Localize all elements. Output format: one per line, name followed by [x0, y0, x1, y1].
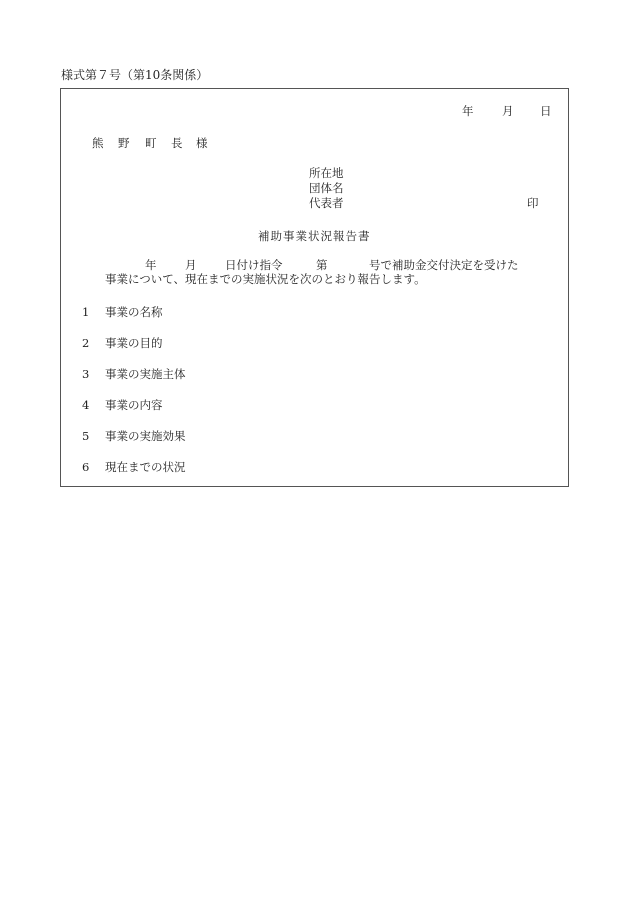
- representative-label: 代表者: [309, 196, 344, 210]
- date-day-label: 日: [540, 104, 552, 118]
- addressee-char-1: 熊: [92, 136, 104, 150]
- date-month-label: 月: [502, 104, 514, 118]
- body-day-text: 日付け指令: [225, 258, 283, 272]
- item-label-3: 事業の実施主体: [105, 367, 186, 381]
- document-title: 補助事業状況報告書: [258, 229, 371, 243]
- item-label-4: 事業の内容: [105, 398, 163, 412]
- body-year: 年: [145, 258, 157, 272]
- addressee-char-3: 町: [145, 136, 157, 150]
- addressee-char-5: 様: [196, 136, 208, 150]
- item-label-2: 事業の目的: [105, 336, 163, 350]
- body-line-2: 事業について、現在までの実施状況を次のとおり報告します。: [105, 272, 426, 286]
- item-label-5: 事業の実施効果: [105, 429, 186, 443]
- body-number-suffix: 号で補助金交付決定を受けた: [369, 258, 519, 272]
- addressee-char-2: 野: [118, 136, 130, 150]
- form-frame: [60, 88, 569, 487]
- form-number-label: 様式第７号（第10条関係）: [61, 68, 209, 82]
- item-number-1: 1: [82, 305, 90, 319]
- item-number-2: 2: [82, 336, 90, 350]
- item-label-6: 現在までの状況: [105, 460, 186, 474]
- addressee-char-4: 長: [171, 136, 183, 150]
- seal-mark: 印: [527, 196, 539, 210]
- item-number-6: 6: [82, 460, 90, 474]
- body-month: 月: [185, 258, 197, 272]
- item-label-1: 事業の名称: [105, 305, 163, 319]
- body-number-prefix: 第: [316, 258, 328, 272]
- item-number-4: 4: [82, 398, 90, 412]
- item-number-3: 3: [82, 367, 90, 381]
- item-number-5: 5: [82, 429, 90, 443]
- date-year-label: 年: [462, 104, 474, 118]
- organization-label: 団体名: [309, 181, 344, 195]
- address-label: 所在地: [309, 166, 344, 180]
